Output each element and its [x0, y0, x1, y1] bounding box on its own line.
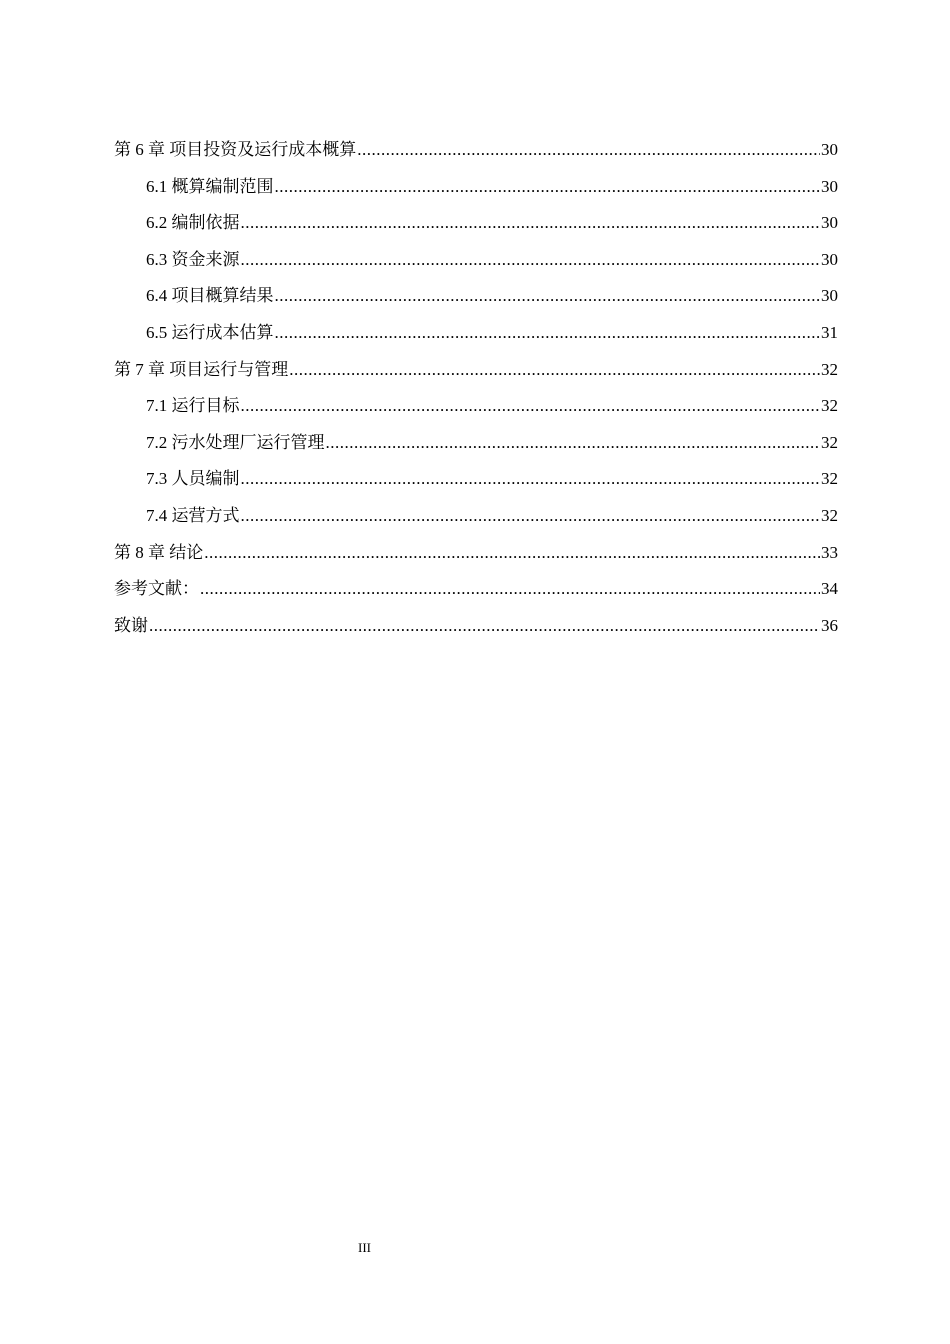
- toc-dot-leader: [241, 205, 821, 242]
- toc-entry-title: 第 7 章 项目运行与管理: [114, 359, 289, 379]
- toc-entry-title: 7.4 运营方式: [146, 505, 240, 525]
- toc-entry-title: 7.2 污水处理厂运行管理: [146, 432, 325, 452]
- toc-entry-page: 30: [821, 176, 838, 196]
- toc-dot-leader: [241, 461, 821, 498]
- toc-entry-title: 参考文献：: [114, 579, 199, 599]
- toc-entry-page: 32: [821, 505, 838, 525]
- toc-entry-page: 32: [821, 396, 838, 416]
- toc-dot-leader: [204, 535, 820, 572]
- toc-dot-leader: [326, 425, 821, 462]
- toc-entry-7-3[interactable]: [114, 461, 838, 498]
- toc-entry-title: 第 8 章 结论: [114, 542, 204, 562]
- toc-entry-page: 36: [821, 615, 838, 635]
- toc-entry-page: 30: [821, 249, 838, 269]
- toc-entry-page: 34: [821, 579, 838, 599]
- toc-dot-leader: [241, 242, 821, 279]
- toc-entry-ch7[interactable]: [114, 352, 838, 389]
- toc-entry-title: 7.1 运行目标: [146, 396, 240, 416]
- toc-entry-7-1[interactable]: [114, 388, 838, 425]
- toc-entry-page: 32: [821, 359, 838, 379]
- toc-dot-leader: [241, 388, 821, 425]
- toc-entry-acknowledgements[interactable]: [114, 608, 838, 645]
- toc-entry-6-3[interactable]: [114, 242, 838, 279]
- toc-entry-6-5[interactable]: [114, 315, 838, 352]
- toc-entry-title: 第 6 章 项目投资及运行成本概算: [114, 140, 357, 159]
- toc-entry-references[interactable]: [114, 571, 838, 608]
- toc-entry-page: 31: [821, 322, 838, 342]
- toc-entry-title: 7.3 人员编制: [146, 469, 240, 489]
- table-of-contents: [114, 132, 838, 644]
- toc-dot-leader: [289, 352, 820, 389]
- toc-entry-6-2[interactable]: [114, 205, 838, 242]
- toc-entry-title: 6.1 概算编制范围: [146, 176, 274, 196]
- toc-entry-6-1[interactable]: [114, 169, 838, 206]
- toc-entry-page: 30: [821, 286, 838, 306]
- toc-dot-leader: [275, 278, 821, 315]
- toc-entry-ch6[interactable]: [114, 132, 838, 169]
- toc-dot-leader: [200, 571, 820, 608]
- toc-entry-page: 30: [821, 140, 838, 159]
- toc-entry-ch8[interactable]: [114, 535, 838, 572]
- toc-dot-leader: [275, 169, 821, 206]
- toc-entry-7-4[interactable]: [114, 498, 838, 535]
- toc-dot-leader: [275, 315, 821, 352]
- toc-entry-page: 32: [821, 432, 838, 452]
- toc-entry-title: 6.3 资金来源: [146, 249, 240, 269]
- toc-entry-page: 32: [821, 469, 838, 489]
- page-number: III: [358, 1240, 371, 1255]
- toc-dot-leader: [241, 498, 821, 535]
- toc-dot-leader: [357, 132, 820, 169]
- toc-entry-title: 致谢: [114, 615, 148, 635]
- toc-entry-6-4[interactable]: [114, 278, 838, 315]
- toc-entry-page: 30: [821, 213, 838, 233]
- toc-entry-page: 33: [821, 542, 838, 562]
- toc-entry-title: 6.4 项目概算结果: [146, 286, 274, 306]
- toc-entry-7-2[interactable]: [114, 425, 838, 462]
- toc-entry-title: 6.5 运行成本估算: [146, 322, 274, 342]
- toc-entry-title: 6.2 编制依据: [146, 213, 240, 233]
- toc-dot-leader: [149, 608, 820, 645]
